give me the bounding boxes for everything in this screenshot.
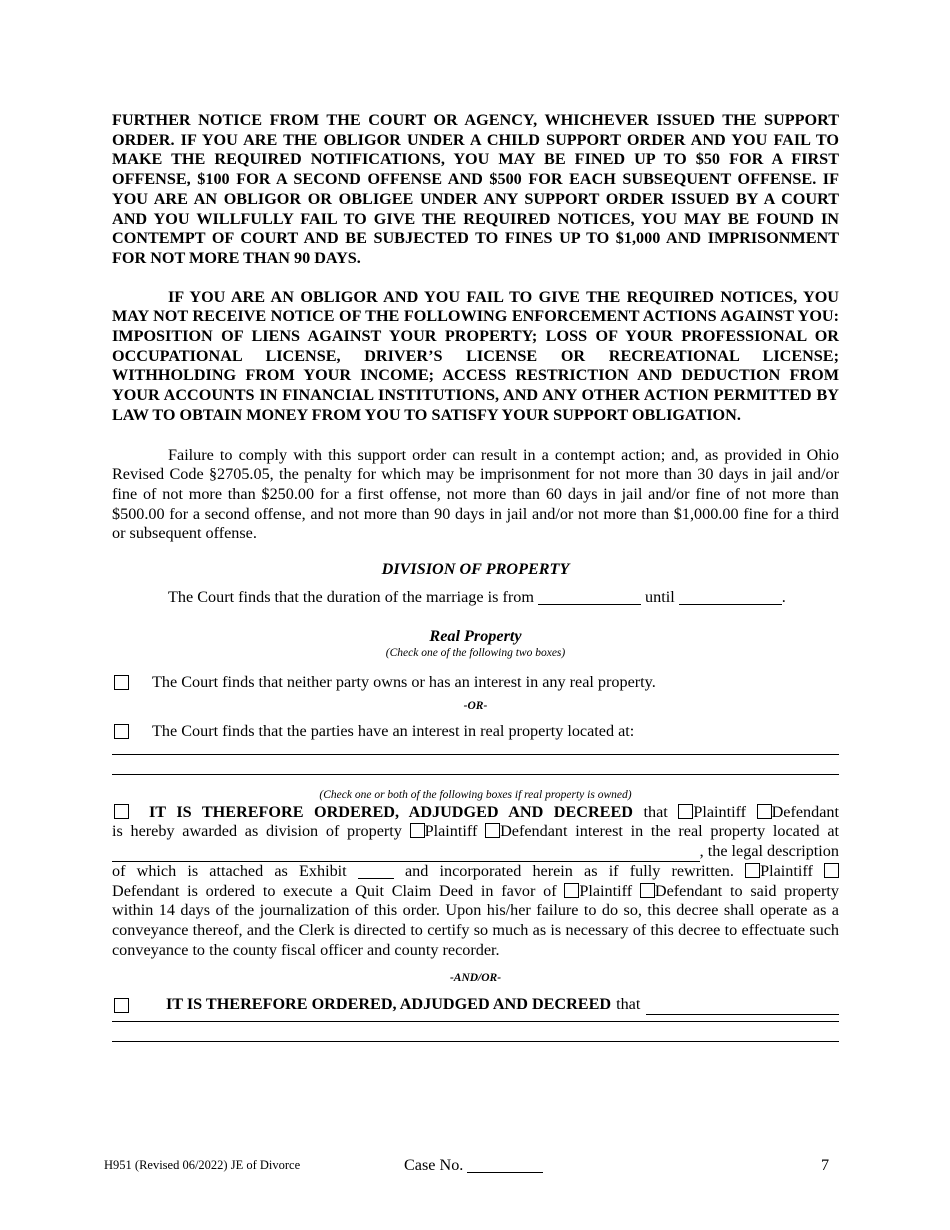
or-separator: -OR- xyxy=(463,699,488,712)
second-order-line-2[interactable] xyxy=(112,1021,839,1022)
division-heading: DIVISION OF PROPERTY xyxy=(381,560,570,579)
page-footer xyxy=(0,1156,950,1180)
real-property-heading: Real Property xyxy=(429,626,522,645)
marriage-end-field[interactable] xyxy=(679,590,782,605)
real-property-location-field[interactable] xyxy=(112,845,700,862)
order-paragraph: IT IS THEREFORE ORDERED, ADJUDGED AND DECREED that Plaintiff Defendant is hereby awarded as division of property Plaintiff Defendant interest in the real property located at , the legal description of which is attached as Exhibit and incorporated herein as if fully rewritten. Plaintiff Defendant is ordered to execute a Quit Claim Deed in favor of Plaintiff Defendant to said property within 14 days of the journalization of this order. Upon his/her failure to do so, this decree shall operate as a conveyance thereof, and the Clerk is directed to certify so much as is necessary of this decree to effectuate such conveyance to the county fiscal officer and county recorder. xyxy=(112,802,840,959)
real-property-interest-checkbox[interactable] xyxy=(114,724,129,739)
plaintiff-interest-checkbox[interactable] xyxy=(410,823,425,838)
marriage-start-field[interactable] xyxy=(538,590,641,605)
execute-plaintiff-checkbox[interactable] xyxy=(745,863,760,878)
option-no-real-property: The Court finds that neither party owns or has an interest in any real property. xyxy=(112,673,839,692)
property-location-line-2[interactable] xyxy=(112,774,839,775)
award-to-defendant-checkbox[interactable] xyxy=(757,804,772,819)
award-to-plaintiff-checkbox[interactable] xyxy=(678,804,693,819)
option-real-property-interest: The Court finds that the parties have an interest in real property located at: xyxy=(112,722,839,741)
favor-plaintiff-checkbox[interactable] xyxy=(564,883,579,898)
property-location-line-1[interactable] xyxy=(112,754,839,755)
second-order-line: IT IS THEREFORE ORDERED, ADJUDGED AND DECREED that xyxy=(112,995,839,1015)
andor-separator: -AND/OR- xyxy=(449,972,502,985)
conveyance-text: within 14 days of the journalization of this order. Upon his/her failure to do so, this decree shall operate as a conveyance thereof, and the Clerk is directed to certify so much as is necessary of this decree to effectuate such conveyance to the county fiscal officer and county recorder. xyxy=(112,901,839,959)
second-order-checkbox[interactable] xyxy=(114,998,129,1013)
duration-line: The Court finds that the duration of the marriage is from until . xyxy=(168,588,786,607)
execute-defendant-checkbox[interactable] xyxy=(824,863,839,878)
exhibit-field[interactable] xyxy=(358,864,394,879)
case-number: Case No. xyxy=(404,1156,543,1175)
no-real-property-checkbox[interactable] xyxy=(114,675,129,690)
real-property-instruction: (Check one of the following two boxes) xyxy=(385,646,566,659)
second-order-field[interactable] xyxy=(646,1000,839,1015)
order-awarded-checkbox[interactable] xyxy=(114,804,129,819)
notice-paragraph-1: FURTHER NOTICE FROM THE COURT OR AGENCY, WHICHEVER ISSUED THE SUPPORT ORDER. IF YOU ARE THE OBLIGOR UNDER A CHILD SUPPORT ORDER AND YOU FAIL TO MAKE THE REQUIRED NOTIFICATIONS, YOU MAY BE FINED UP TO $50 FOR A FIRST OFFENSE, $100 FOR A SECOND OFFENSE AND $500 FOR EACH SUBSEQUENT OFFENSE. IF YOU ARE AN OBLIGOR OR OBLIGEE UNDER ANY SUPPORT ORDER ISSUED BY A COURT AND YOU WILLFULLY FAIL TO GIVE THE REQUIRED NOTICES, YOU MAY BE FOUND IN CONTEMPT OF COURT AND BE SUBJECTED TO FINES UP TO $1,000 AND IMPRISONMENT FOR NOT MORE THAN 90 DAYS. xyxy=(112,111,839,267)
second-order-line-3[interactable] xyxy=(112,1041,839,1042)
defendant-interest-checkbox[interactable] xyxy=(485,823,500,838)
contempt-paragraph: Failure to comply with this support order can result in a contempt action; and, as provided in Ohio Revised Code §2705.05, the penalty for which may be imprisonment for not more than 30 days in jail and/or fine of not more than $250.00 for a first offense, not more than 60 days in jail and/or fine of not more than $500.00 for a second offense, and not more than 90 days in jail and/or not more than $1,000.00 fine for a third or subsequent offense. xyxy=(112,445,839,543)
favor-defendant-checkbox[interactable] xyxy=(640,883,655,898)
ordered-instruction: (Check one or both of the following boxes if real property is owned) xyxy=(319,788,632,801)
notice-paragraph-2: IF YOU ARE AN OBLIGOR AND YOU FAIL TO GIVE THE REQUIRED NOTICES, YOU MAY NOT RECEIVE NOTICE OF THE FOLLOWING ENFORCEMENT ACTIONS AGAINST YOU: IMPOSITION OF LIENS AGAINST YOUR PROPERTY; LOSS OF YOUR PROFESSIONAL OR OCCUPATIONAL LICENSE, DRIVER’S LICENSE OR RECREATIONAL LICENSE; WITHHOLDING FROM YOUR INCOME; ACCESS RESTRICTION AND DEDUCTION FROM YOUR ACCOUNTS IN FINANCIAL INSTITUTIONS, AND ANY OTHER ACTION PERMITTED BY LAW TO OBTAIN MONEY FROM YOU TO SATISFY YOUR SUPPORT OBLIGATION. xyxy=(112,287,839,424)
document-page xyxy=(112,111,839,1042)
case-number-field[interactable] xyxy=(467,1158,543,1173)
page-number: 7 xyxy=(821,1156,830,1174)
form-id: H951 (Revised 06/2022) JE of Divorce xyxy=(104,1158,301,1172)
